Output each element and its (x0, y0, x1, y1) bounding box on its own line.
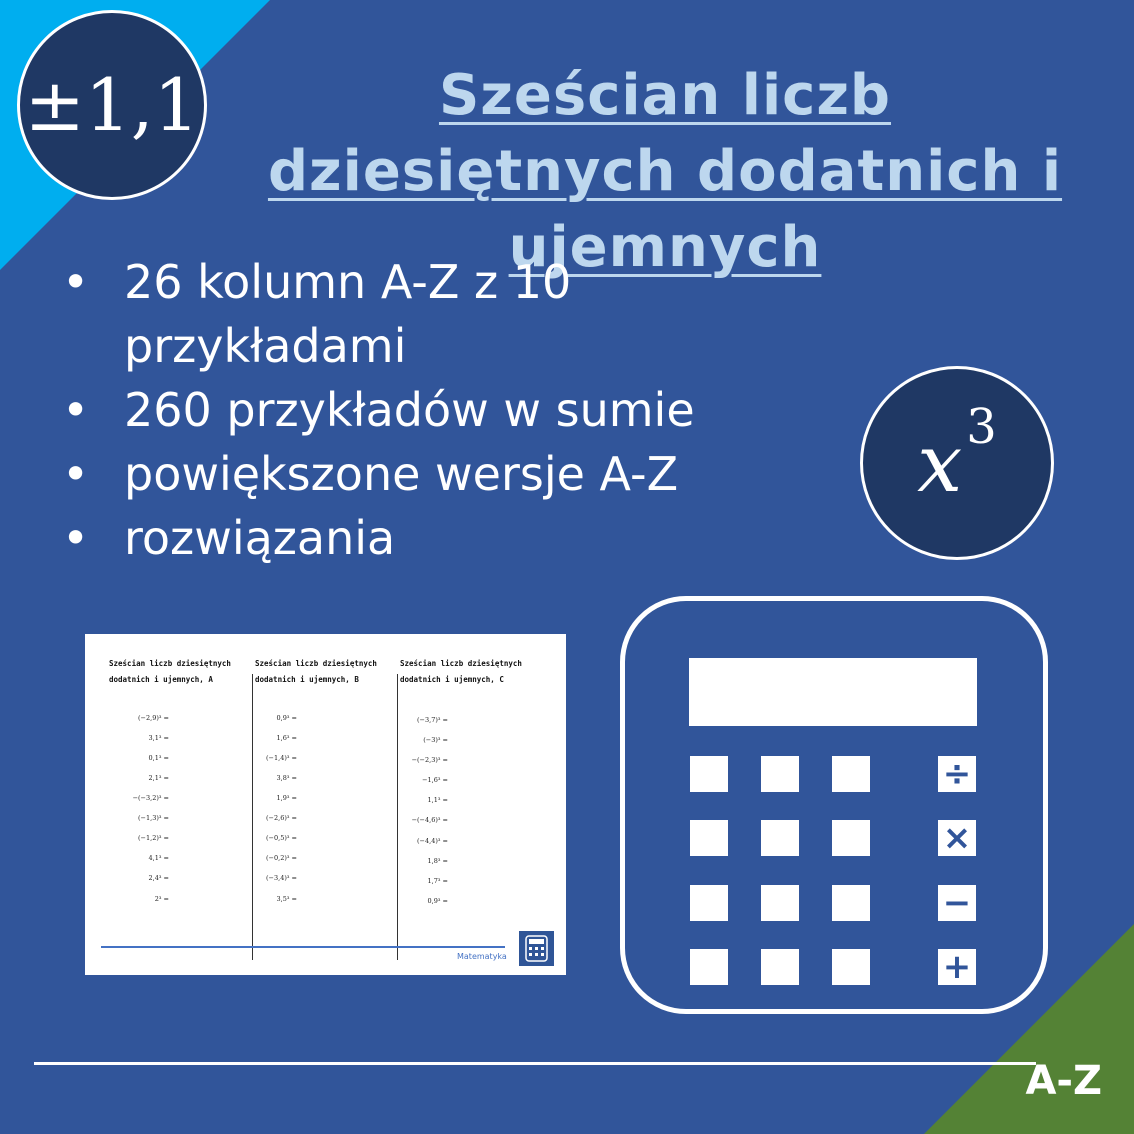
calculator-screen (689, 658, 977, 726)
worksheet-title: Sześcian liczb dziesiętnych (400, 659, 522, 668)
calculator-key (832, 820, 870, 856)
column-divider (252, 674, 253, 960)
worksheet-item: 2,4³ = (148, 874, 169, 882)
worksheet-item: 1,1³ = (427, 796, 448, 804)
plus-icon: + (938, 949, 976, 985)
worksheet-item: −(−3,2)³ = (132, 794, 169, 802)
cube-badge (860, 366, 1054, 560)
badge-exponent: 3 (966, 399, 997, 455)
bullet-icon: • (62, 447, 90, 501)
calculator-icon (519, 931, 554, 966)
worksheet-item: (−1,2)³ = (138, 834, 169, 842)
calculator-key (761, 756, 799, 792)
worksheet-item: 1,8³ = (427, 857, 448, 865)
worksheet-item: 3,8³ = (276, 774, 297, 782)
divide-icon: ÷ (938, 756, 976, 792)
bullet-icon: • (62, 255, 90, 309)
worksheet-title: Sześcian liczb dziesiętnych (255, 659, 377, 668)
calculator-key (761, 820, 799, 856)
worksheet-item: 4,1³ = (148, 854, 169, 862)
feature-item (62, 378, 722, 442)
worksheet-title: dodatnich i ujemnych, C (400, 675, 504, 684)
worksheet-item: 2,1³ = (148, 774, 169, 782)
worksheet-item: −1,6³ = (422, 776, 448, 784)
worksheet-item: (−1,3)³ = (138, 814, 169, 822)
worksheet-item: 3,5³ = (276, 895, 297, 903)
worksheet-item: (−0,2)³ = (266, 854, 297, 862)
worksheet-column-a (109, 656, 231, 688)
bullet-icon: • (62, 511, 90, 565)
feature-item (62, 442, 722, 506)
feature-item (62, 506, 722, 570)
calculator-key (690, 885, 728, 921)
worksheet-item: (−3,7)³ = (417, 716, 448, 724)
feature-text: 26 kolumn A-Z z 10 przykładami (124, 255, 572, 373)
worksheet-title: Sześcian liczb dziesiętnych (109, 659, 231, 668)
worksheet-item: (−2,6)³ = (266, 814, 297, 822)
feature-text: powiększone wersje A-Z (124, 447, 679, 501)
calculator-key (761, 885, 799, 921)
badge-base: x (917, 416, 963, 510)
feature-item (62, 250, 722, 378)
worksheet-item: (−0,5)³ = (266, 834, 297, 842)
worksheet-item: 3,1³ = (148, 734, 169, 742)
worksheet-item: (−4,4)³ = (417, 837, 448, 845)
footer-text: Matematyka (457, 952, 507, 961)
worksheet-column-b (255, 656, 377, 688)
worksheet-item: 1,6³ = (276, 734, 297, 742)
calculator-key (832, 949, 870, 985)
multiply-icon: × (938, 820, 976, 856)
feature-list (62, 250, 722, 570)
bullet-icon: • (62, 383, 90, 437)
page-title: Sześcian liczb dziesiętnych dodatnich i ujemnych (267, 63, 1063, 280)
feature-text: 260 przykładów w sumie (124, 383, 695, 437)
worksheet-item: (−3)³ = (423, 736, 448, 744)
calculator-key (690, 756, 728, 792)
worksheet-column-c (400, 656, 522, 688)
calculator-key (832, 885, 870, 921)
feature-text: rozwiązania (124, 511, 396, 565)
worksheet-preview (85, 634, 566, 975)
worksheet-item: −(−4,6)³ = (411, 816, 448, 824)
worksheet-item: (−3,4)³ = (266, 874, 297, 882)
worksheet-item: (−2,9)³ = (138, 714, 169, 722)
minus-icon: − (938, 885, 976, 921)
calculator-key (761, 949, 799, 985)
corner-label: A-Z (1025, 1058, 1102, 1104)
calculator-key (832, 756, 870, 792)
calculator-key (690, 820, 728, 856)
worksheet-item: 0,1³ = (148, 754, 169, 762)
worksheet-title: dodatnich i ujemnych, B (255, 675, 359, 684)
footer-line (101, 946, 505, 948)
plus-minus-badge (17, 10, 207, 200)
worksheet-item: 0,9³ = (276, 714, 297, 722)
badge-text: ±1,1 (24, 63, 200, 147)
worksheet-item: 1,9³ = (276, 794, 297, 802)
worksheet-item: 2³ = (154, 895, 169, 903)
worksheet-item: 0,9³ = (427, 897, 448, 905)
worksheet-title: dodatnich i ujemnych, A (109, 675, 213, 684)
column-divider (397, 674, 398, 960)
divider (34, 1062, 1036, 1065)
calculator-key (690, 949, 728, 985)
worksheet-item: −(−2,3)³ = (411, 756, 448, 764)
worksheet-item: (−1,4)³ = (266, 754, 297, 762)
worksheet-item: 1,7³ = (427, 877, 448, 885)
